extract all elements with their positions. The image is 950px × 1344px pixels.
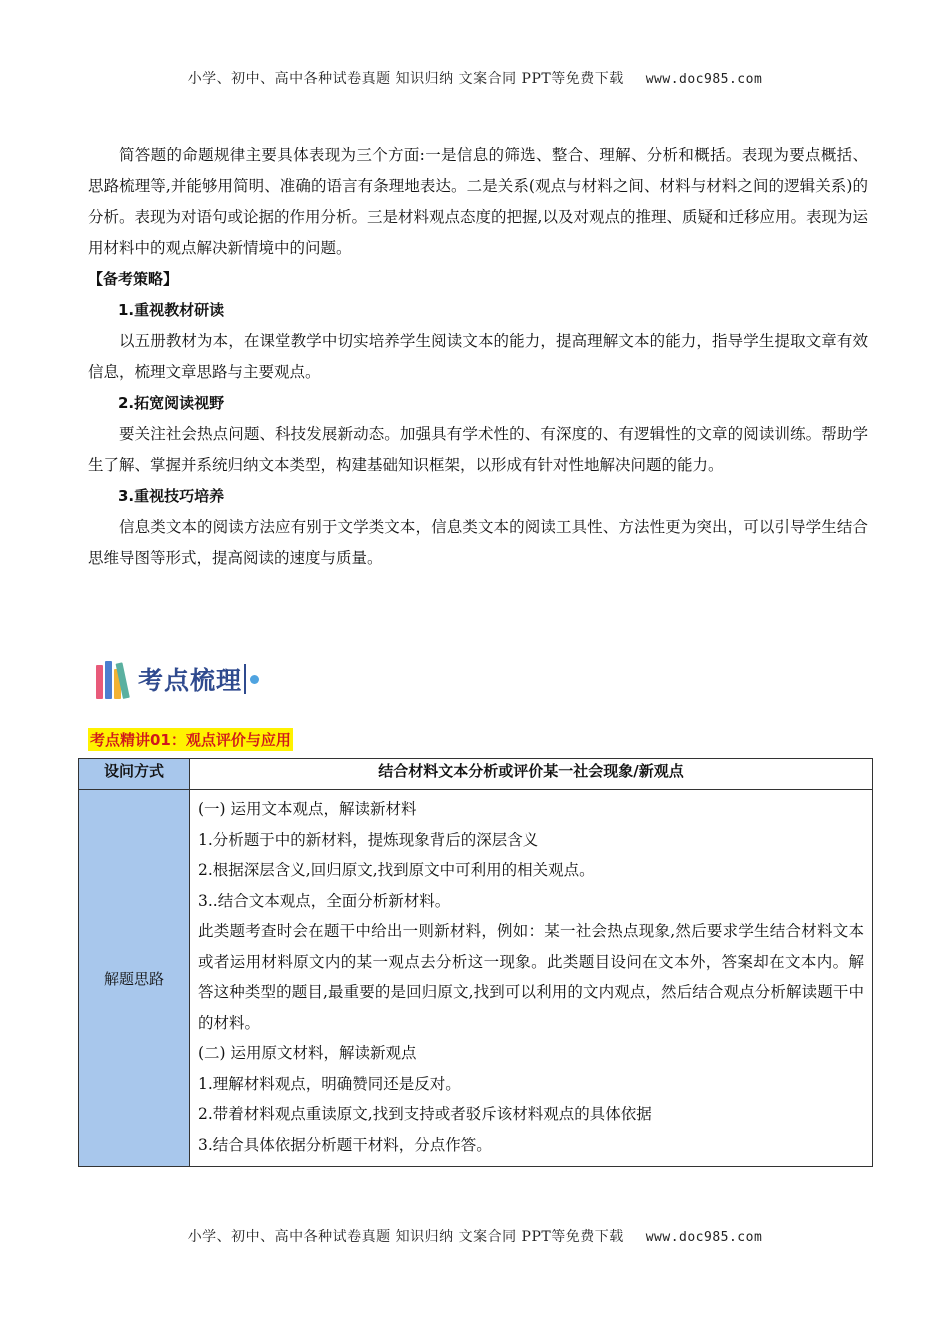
header-label-cell: 设问方式 [79,759,190,790]
section-title: 考点精讲01：观点评价与应用 [88,728,293,751]
page-footer [0,1226,950,1246]
line-part-1-step-1: 1.分析题于中的新材料，提炼现象背后的深层含义 [198,830,539,849]
row-label-cell: 解题思路 [79,790,190,1167]
table-header-row [79,759,873,790]
table-row [79,790,873,1167]
section-banner [96,656,259,702]
method-table [78,758,873,1167]
strategy-item-3-title: 3.重视技巧培养 [118,487,225,505]
strategy-item-1-text: 以五册教材为本，在课堂教学中切实培养学生阅读文本的能力，提高理解文本的能力，指导学生提取文章有效信息，梳理文章思路与主要观点。 [88,332,868,381]
header-value-cell: 结合材料文本分析或评价某一社会现象/新观点 [190,759,873,790]
page-header [0,68,950,88]
line-part-1-step-3: 3..结合文本观点，全面分析新材料。 [198,891,451,910]
footer-text: 小学、初中、高中各种试卷真题 知识归纳 文案合同 PPT等免费下载 [187,1229,624,1245]
banner-title: 考点梳理 [138,666,243,695]
strategy-item-1-title: 1.重视教材研读 [118,301,225,319]
line-part-2-heading: (二) 运用原文材料，解读新观点 [198,1044,417,1062]
line-part-2-step-1: 1.理解材料观点，明确赞同还是反对。 [198,1074,461,1093]
line-part-2-step-2: 2.带着材料观点重读原文,找到支持或者驳斥该材料观点的具体依据 [198,1105,652,1123]
line-part-1-heading: (一) 运用文本观点，解读新材料 [198,800,417,818]
banner-divider [244,664,246,694]
footer-site-link[interactable]: www.doc985.com [645,1230,763,1245]
header-text: 小学、初中、高中各种试卷真题 知识归纳 文案合同 PPT等免费下载 [187,71,624,87]
strategy-item-3-text: 信息类文本的阅读方法应有别于文学类文本，信息类文本的阅读工具性、方法性更为突出，可以引导学生结合思维导图等形式，提高阅读的速度与质量。 [88,518,868,567]
line-part-1-explanation: 此类题考查时会在题干中给出一则新材料，例如：某一社会热点现象,然后要求学生结合材料文本或者运用材料原文内的某一观点去分析这一现象。此类题目设问在文本外，答案却在文本内。解答这种类型的题目,最重要的是回归原文,找到可以利用的文内观点，然后结合观点分析解读题干中的材料。 [198,922,864,1032]
header-site-link[interactable]: www.doc985.com [645,72,763,87]
intro-paragraph: 简答题的命题规律主要具体表现为三个方面:一是信息的筛选、整合、理解、分析和概括。表现为要点概括、思路梳理等,并能够用简明、准确的语言有条理地表达。二是关系(观点与材料之间、材料与材料之间的逻辑关系)的分析。表现为对语句或论据的作用分析。三是材料观点态度的把握,以及对观点的推理、质疑和迁移应用。表现为运用材料中的观点解决新情境中的问题。 [88,146,868,257]
row-content-cell [190,790,873,1167]
line-part-1-step-2: 2.根据深层含义,回归原文,找到原文中可利用的相关观点。 [198,861,595,879]
strategy-item-2-text: 要关注社会热点问题、科技发展新动态。加强具有学术性的、有深度的、有逻辑性的文章的阅读训练。帮助学生了解、掌握并系统归纳文本类型，构建基础知识框架，以形成有针对性地解决问题的能力。 [88,425,868,474]
strategy-item-2-title: 2.拓宽阅读视野 [118,394,225,412]
books-icon [96,659,132,699]
banner-dot-icon [250,675,259,684]
main-text [88,140,868,574]
line-part-2-step-3: 3.结合具体依据分析题干材料，分点作答。 [198,1135,492,1154]
strategy-heading: 【备考策略】 [88,270,179,288]
